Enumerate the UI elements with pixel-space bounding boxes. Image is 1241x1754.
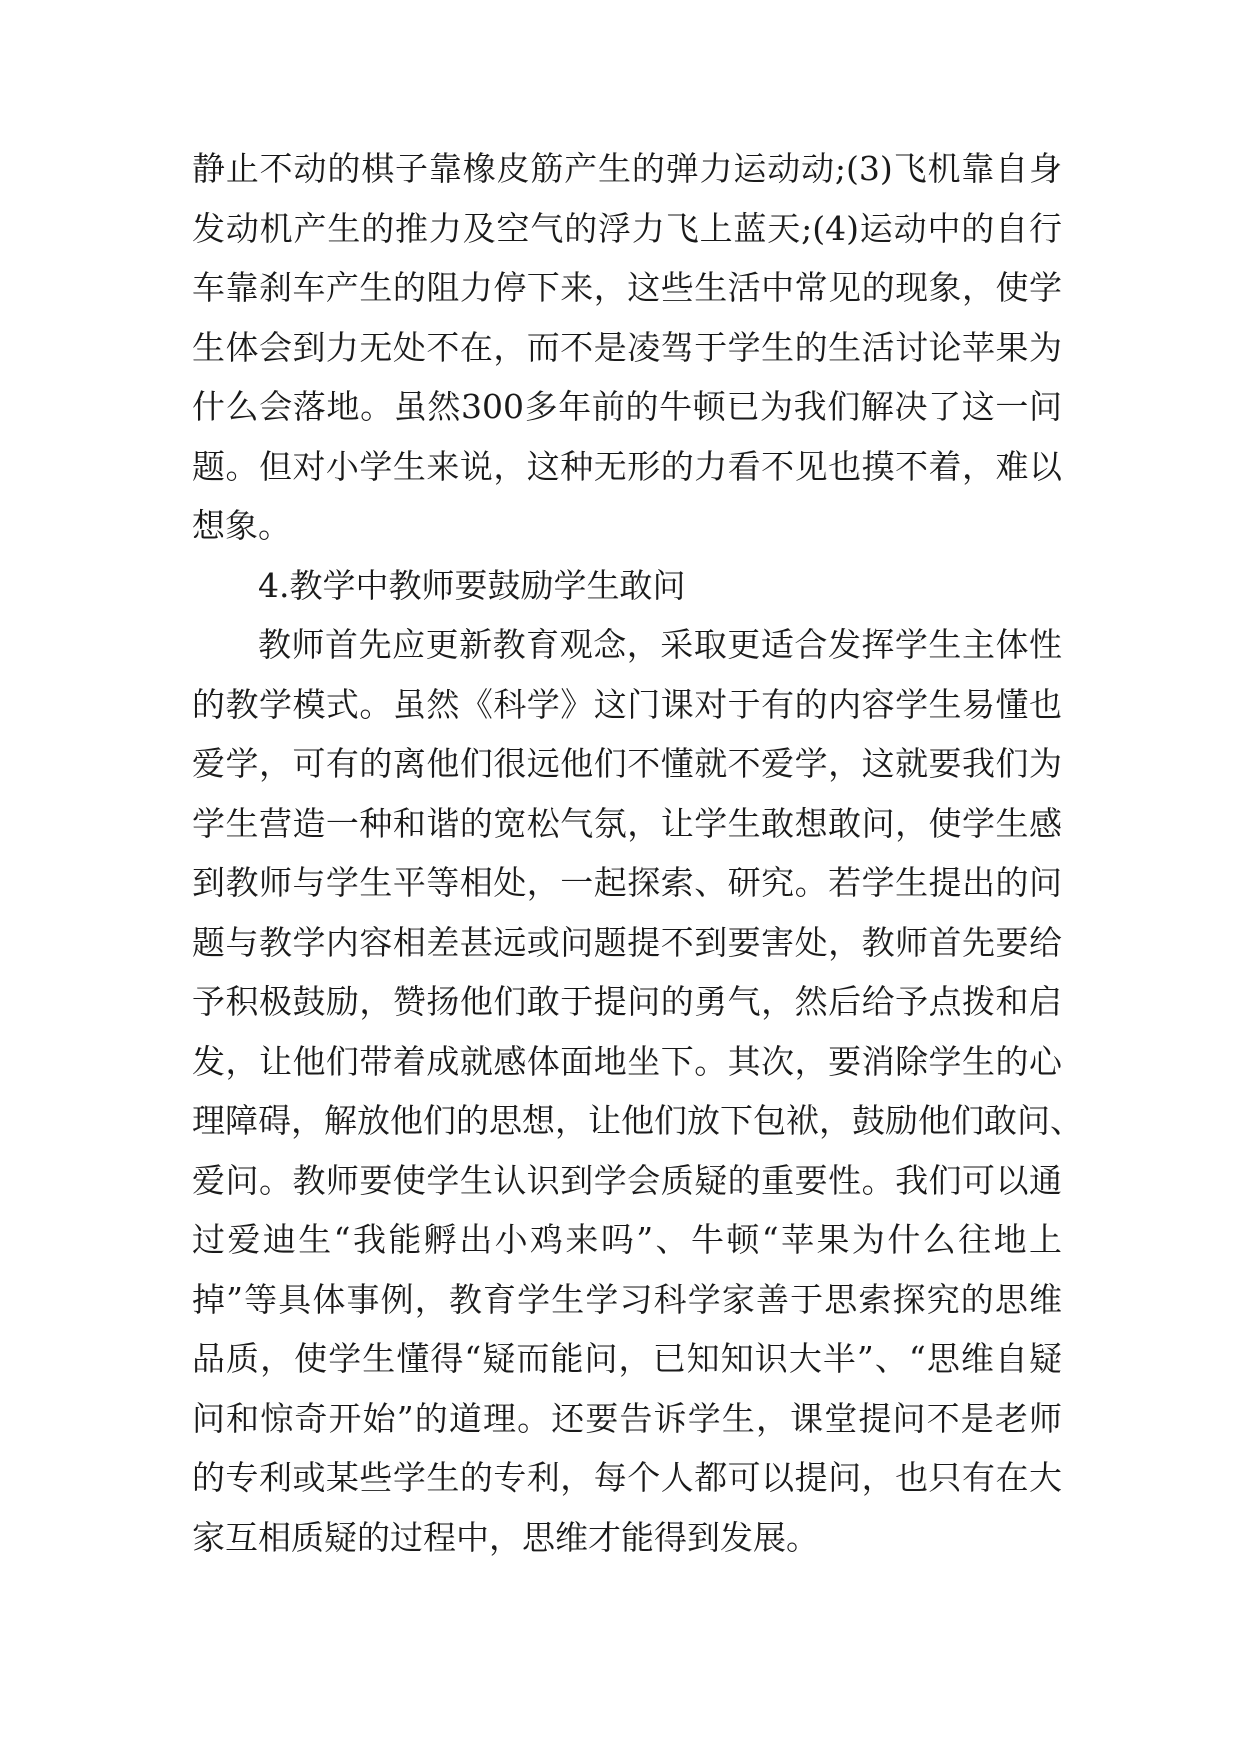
text-line-23: 的专利或某些学生的专利，每个人都可以提问，也只有在大 [192, 1458, 1062, 1497]
text-line-5: 什么会落地。虽然300多年前的牛顿已为我们解决了这一问 [192, 387, 1062, 426]
text-line-16: 发，让他们带着成就感体面地坐下。其次，要消除学生的心 [192, 1042, 1062, 1081]
paragraph-first-line: 教师首先应更新教育观念，采取更适合发挥学生主体性 [258, 625, 1062, 664]
text-line-10: 的教学模式。虽然《科学》这门课对于有的内容学生易懂也 [192, 685, 1062, 724]
text-line-13: 到教师与学生平等相处，一起探索、研究。若学生提出的问 [192, 863, 1062, 902]
text-line-21: 品质，使学生懂得“疑而能问，已知知识大半”、“思维自疑 [192, 1339, 1062, 1378]
text-line-2: 发动机产生的推力及空气的浮力飞上蓝天;(4)运动中的自行 [192, 209, 1062, 248]
text-line-3: 车靠刹车产生的阻力停下来，这些生活中常见的现象，使学 [192, 268, 1062, 307]
text-line-6: 题。但对小学生来说，这种无形的力看不见也摸不着，难以 [192, 447, 1062, 486]
text-line-17: 理障碍，解放他们的思想，让他们放下包袱，鼓励他们敢问、 [192, 1101, 1083, 1140]
text-line-11: 爱学，可有的离他们很远他们不懂就不爱学，这就要我们为 [192, 744, 1062, 783]
text-line-19: 过爱迪生“我能孵出小鸡来吗”、牛顿“苹果为什么往地上 [192, 1220, 1062, 1259]
text-line-22: 问和惊奇开始”的道理。还要告诉学生，课堂提问不是老师 [192, 1399, 1062, 1438]
text-line-1: 静止不动的棋子靠橡皮筋产生的弹力运动动;(3)飞机靠自身 [192, 149, 1062, 188]
text-line-15: 予积极鼓励，赞扬他们敢于提问的勇气，然后给予点拨和启 [192, 982, 1062, 1021]
text-line-20: 掉”等具体事例，教育学生学习科学家善于思索探究的思维 [192, 1280, 1062, 1319]
section-heading: 4.教学中教师要鼓励学生敢问 [258, 566, 686, 605]
text-line-4: 生体会到力无处不在，而不是凌驾于学生的生活讨论苹果为 [192, 328, 1062, 367]
text-line-18: 爱问。教师要使学生认识到学会质疑的重要性。我们可以通 [192, 1161, 1062, 1200]
text-line-7: 想象。 [192, 506, 291, 545]
text-line-14: 题与教学内容相差甚远或问题提不到要害处，教师首先要给 [192, 923, 1062, 962]
text-line-12: 学生营造一种和谐的宽松气氛，让学生敢想敢问，使学生感 [192, 804, 1062, 843]
text-line-24: 家互相质疑的过程中，思维才能得到发展。 [192, 1518, 819, 1557]
